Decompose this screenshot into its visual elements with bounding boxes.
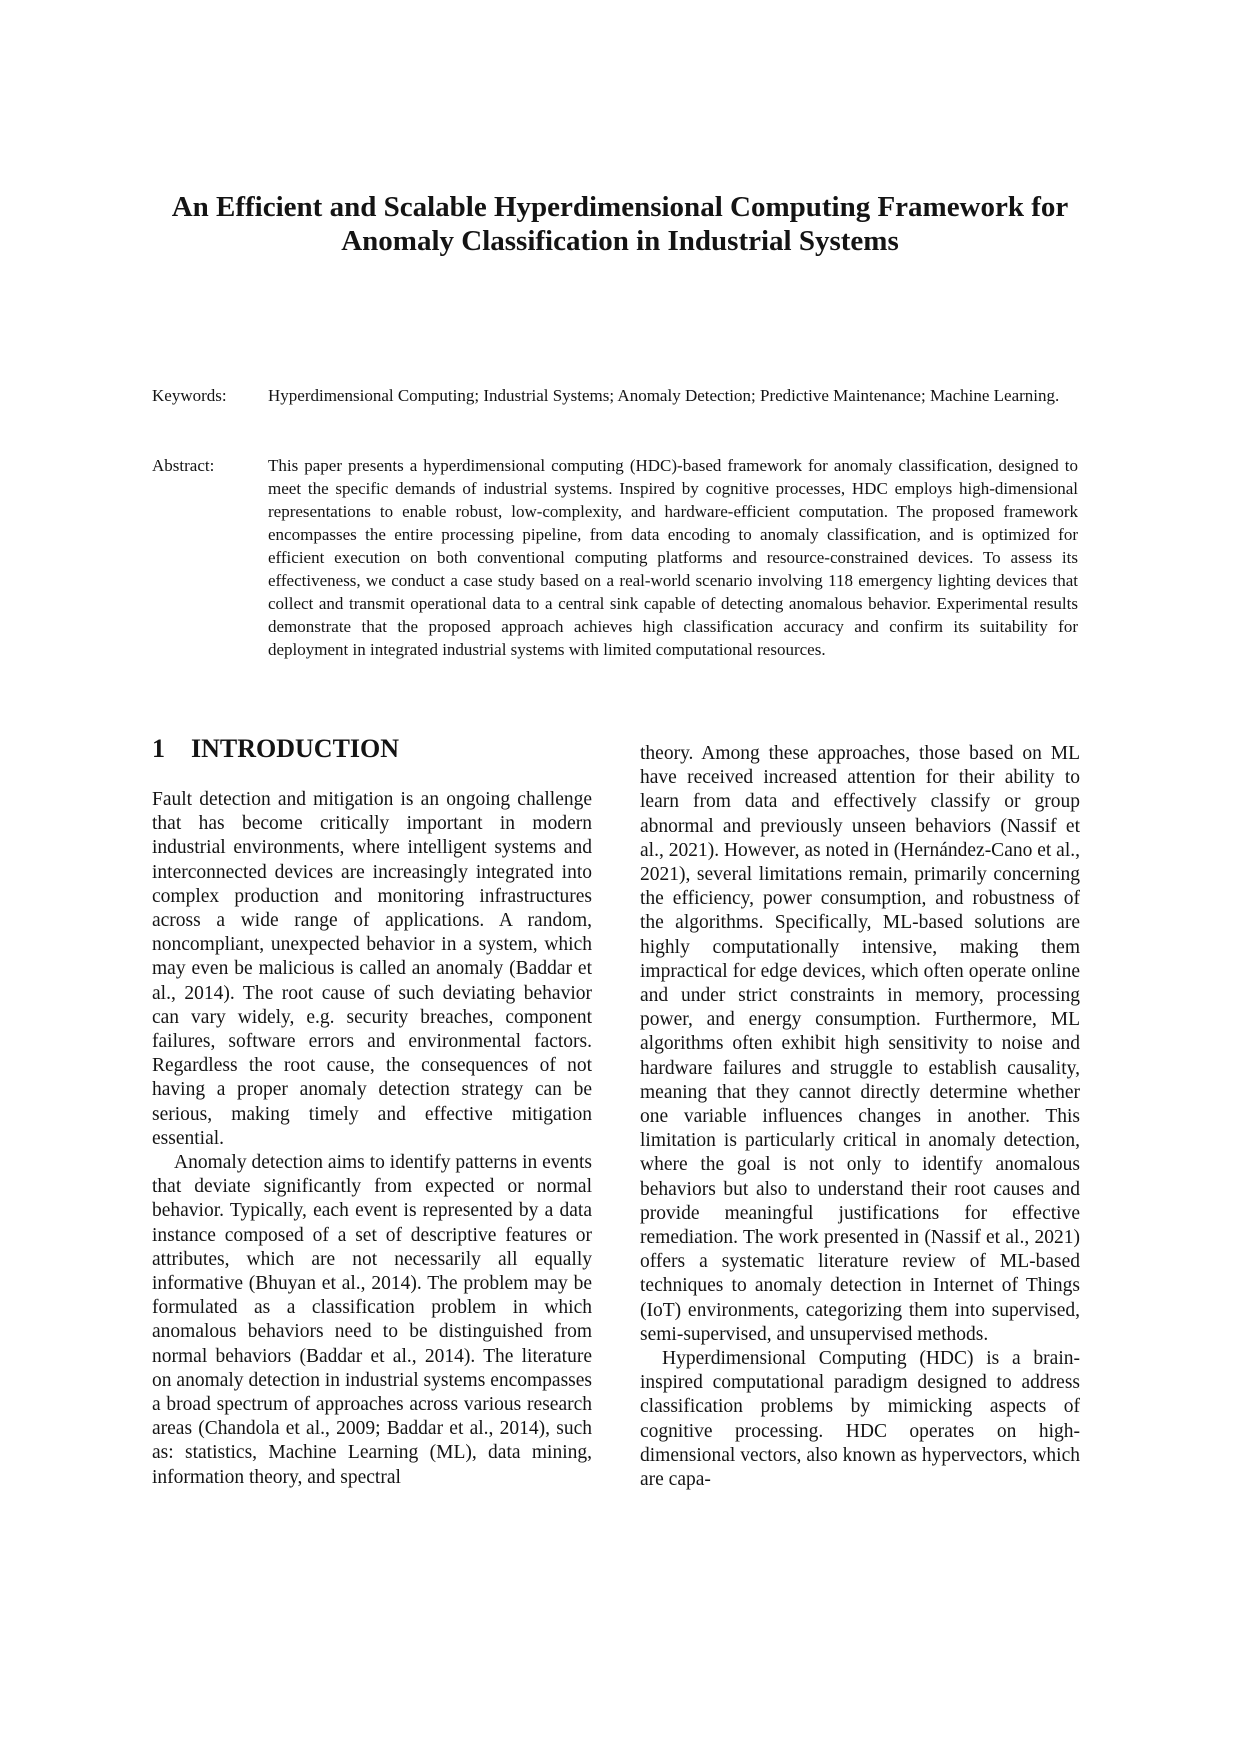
section-number: 1 xyxy=(152,734,165,763)
intro-paragraph-4: Hyperdimensional Computing (HDC) is a brain-inspired computational paradigm designed to address classification problems by mimicking aspects of cognitive processing. HDC operates on high-dimensional vectors, also known as hypervectors, which are capa- xyxy=(640,1348,1080,1491)
intro-paragraph-2: Anomaly detection aims to identify patterns in events that deviate significantly from expected or normal behavior. Typically, each event is represented by a data instance composed of a set of descriptive features or attributes, which are not necessarily all equally informative (Bhuyan et al., 2014). The problem may be formulated as a classification problem in which anomalous behaviors need to be distinguished from normal behaviors (Baddar et al., 2014). The literature on anomaly detection in industrial systems encompasses a broad spectrum of approaches across various research areas (Chandola et al., 2009; Baddar et al., 2014), such as: statistics, Machine Learning (ML), data mining, information theory, and spectral xyxy=(152,1152,592,1488)
section-title: INTRODUCTION xyxy=(191,734,400,763)
paper-title: An Efficient and Scalable Hyperdimensional Computing Framework for Anomaly Classification in Industrial Systems xyxy=(171,191,1069,257)
keywords-label: Keywords: xyxy=(152,386,227,405)
intro-paragraph-1: Fault detection and mitigation is an ongoing challenge that has become critically important in modern industrial environments, where intelligent systems and interconnected devices are increasingly integrated into complex production and monitoring infrastructures across a wide range of applications. A random, noncompliant, unexpected behavior in a system, which may even be malicious is called an anomaly (Baddar et al., 2014). The root cause of such deviating behavior can vary widely, e.g. security breaches, component failures, software errors and environmental factors. Regardless the root cause, the consequences of not having a proper anomaly detection strategy can be serious, making timely and effective mitigation essential. xyxy=(152,789,592,1149)
abstract-text: This paper presents a hyperdimensional computing (HDC)-based framework for anomaly classification, designed to meet the specific demands of industrial systems. Inspired by cognitive processes, HDC employs high-dimensional representations to enable robust, low-complexity, and hardware-efficient computation. The proposed framework encompasses the entire processing pipeline, from data encoding to anomaly classification, and is optimized for efficient execution on both conventional computing platforms and resource-constrained devices. To assess its effectiveness, we conduct a case study based on a real-world scenario involving 118 emergency lighting devices that collect and transmit operational data to a central sink capable of detecting anomalous behavior. Experimental results demonstrate that the proposed approach achieves high classification accuracy and confirm its suitability for deployment in integrated industrial systems with limited computational resources. xyxy=(268,456,1078,659)
right-column xyxy=(640,742,1080,1492)
intro-paragraph-3: theory. Among these approaches, those based on ML have received increased attention for their ability to learn from data and effectively classify or group abnormal and previously unseen behaviors (Nassif et al., 2021). However, as noted in (Hernández-Cano et al., 2021), several limitations remain, primarily concerning the efficiency, power consumption, and robustness of the algorithms. Specifically, ML-based solutions are highly computationally intensive, making them impractical for edge devices, which often operate online and under strict constraints in memory, processing power, and energy consumption. Furthermore, ML algorithms often exhibit high sensitivity to noise and hardware failures and struggle to establish causality, meaning that they cannot directly determine whether one variable influences changes in another. This limitation is particularly critical in anomaly detection, where the goal is not only to identify anomalous behaviors but also to understand their root causes and provide meaningful justifications for effective remediation. The work presented in (Nassif et al., 2021) offers a systematic literature review of ML-based techniques to anomaly detection in Internet of Things (IoT) environments, categorizing them into supervised, semi-supervised, and unsupervised methods. xyxy=(640,743,1080,1345)
abstract-label: Abstract: xyxy=(152,456,215,475)
left-column xyxy=(152,734,592,1490)
keywords-text: Hyperdimensional Computing; Industrial Systems; Anomaly Detection; Predictive Maintenance; Machine Learning. xyxy=(268,386,1060,405)
section-heading xyxy=(152,734,592,764)
